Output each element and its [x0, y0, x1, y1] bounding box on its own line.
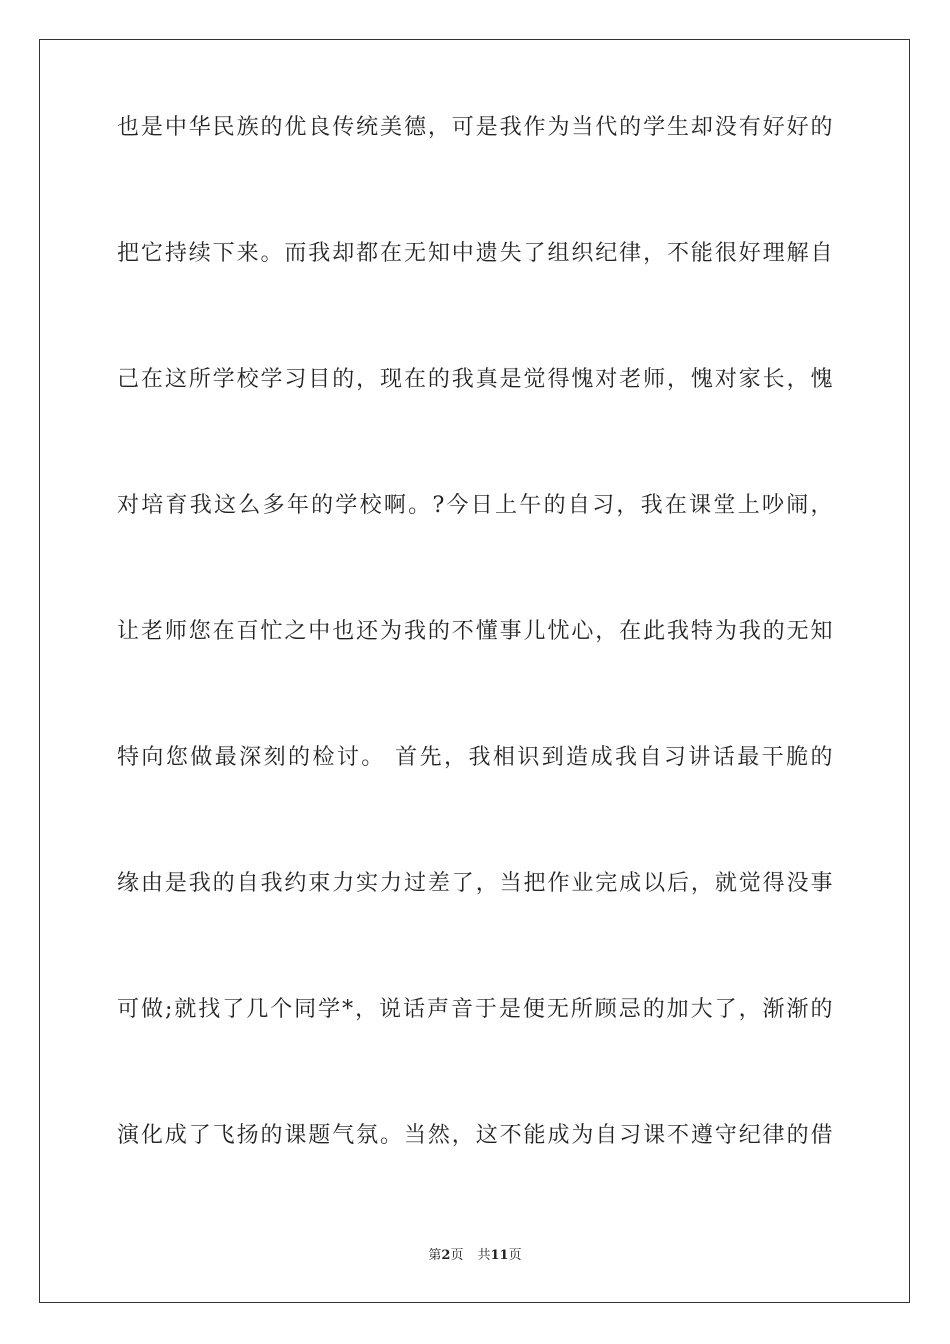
text-line-2: 把它持续下来。而我却都在无知中遗失了组织纪律，不能很好理解自: [117, 241, 833, 266]
current-page-number: 2: [441, 1248, 451, 1263]
page-label-suffix: 页: [450, 1248, 464, 1263]
page-footer: [0, 1246, 950, 1266]
document-body: [117, 115, 833, 1262]
text-line-5: 让老师您在百忙之中也还为我的不懂事儿忧心，在此我特为我的无知: [117, 619, 833, 644]
page-label-prefix: 第: [428, 1248, 442, 1263]
text-line-3: 己在这所学校学习目的，现在的我真是觉得愧对老师，愧对家长，愧: [117, 367, 833, 392]
text-line-1: 也是中华民族的优良传统美德，可是我作为当代的学生却没有好好的: [117, 115, 833, 140]
text-line-7: 缘由是我的自我约束力实力过差了，当把作业完成以后，就觉得没事: [117, 871, 833, 896]
text-line-9: 演化成了飞扬的课题气氛。当然，这不能成为自习课不遵守纪律的借: [117, 1123, 833, 1148]
text-line-6: 特向您做最深刻的检讨。 首先，我相识到造成我自习讲话最干脆的: [117, 745, 833, 770]
text-line-8: 可做;就找了几个同学*，说话声音于是便无所顾忌的加大了，渐渐的: [117, 997, 833, 1022]
total-label-suffix: 页: [508, 1248, 522, 1263]
text-line-4: 对培育我这么多年的学校啊。?今日上午的自习，我在课堂上吵闹，: [117, 493, 833, 518]
total-label-prefix: 共: [477, 1248, 491, 1263]
total-pages-number: 11: [490, 1248, 509, 1263]
